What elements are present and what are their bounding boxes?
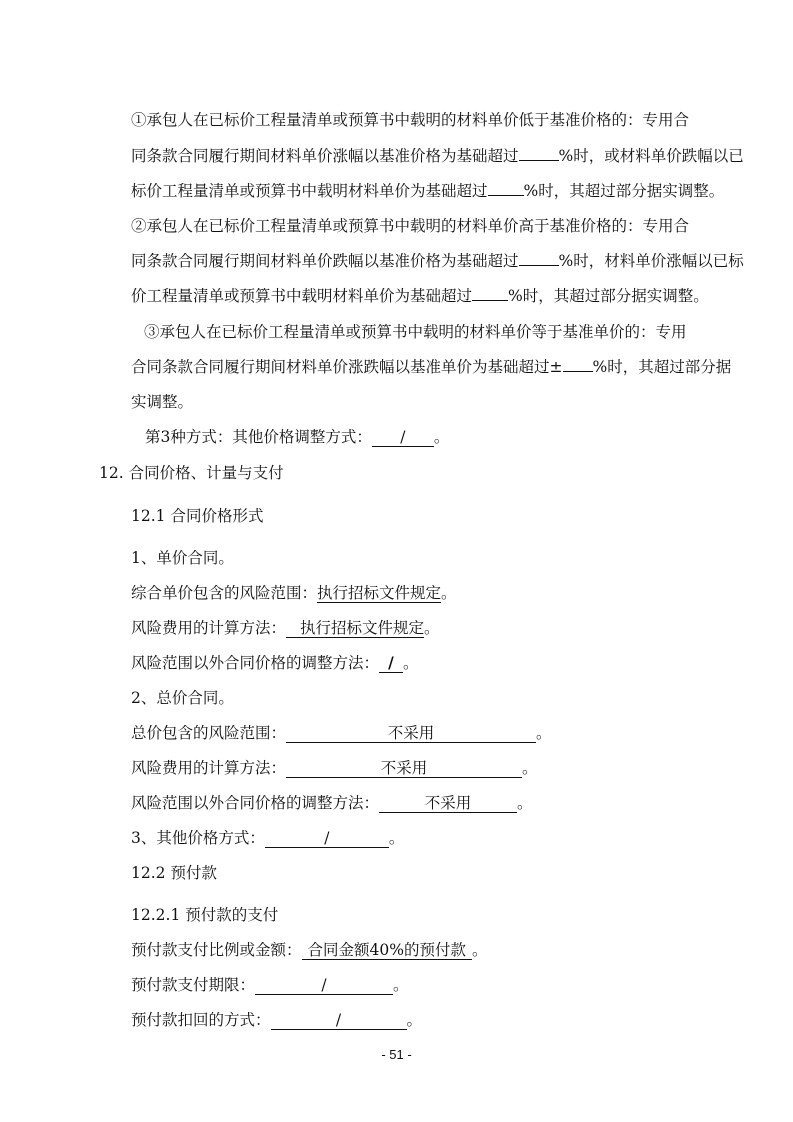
other-price-end: 。 [388,829,405,847]
lump-sum-risk-fee [131,758,538,778]
advance-ratio-value: 合同金额40%的预付款 [302,941,472,960]
method3-line [145,427,449,447]
advance-ratio-end: 。 [471,941,488,959]
page-number: - 51 - [381,1047,412,1062]
advance-ratio-label: 预付款支付比例或金额： [131,941,302,959]
advance-deduct-end: 。 [406,1011,423,1029]
unit-price-outside-label: 风险范围以外合同价格的调整方法： [131,654,380,672]
lump-sum-risk-fee-label: 风险费用的计算方法： [131,759,287,777]
unit-price-outside [131,653,419,673]
lump-sum-risk-scope-value: 不采用 [286,724,536,743]
unit-price-risk-fee-value: 执行招标文件规定 [286,619,424,638]
unit-price-outside-value: / [379,654,403,673]
lump-sum-risk-scope-label: 总价包含的风险范围： [131,724,287,742]
advance-term-value: / [255,976,393,995]
lump-sum-risk-fee-value: 不采用 [286,759,522,778]
para1-line2 [131,146,744,166]
blank-field [519,160,559,161]
method3-end: 。 [433,428,450,446]
unit-price-risk-scope [131,583,457,603]
para3-line2-text: 合同条款合同履行期间材料单价涨跌幅以基准单价为基础超过± [131,358,563,376]
blank-field [519,265,559,266]
lump-sum-outside-value: 不采用 [379,794,517,813]
para2-line2 [131,251,744,271]
blank-field [488,195,524,196]
section-12-title: 12. 合同价格、计量与支付 [99,464,284,482]
para3-line3: 实调整。 [131,393,194,411]
unit-price-heading: 1、单价合同。 [131,549,234,567]
para1-line1: ①承包人在已标价工程量清单或预算书中载明的材料单价低于基准价格的：专用合 [131,111,690,129]
para2-line1: ②承包人在已标价工程量清单或预算书中载明的材料单价高于基准价格的：专用合 [131,217,690,235]
para1-line3-text: 标价工程量清单或预算书中载明材料单价为基础超过 [131,182,488,200]
method3-label: 第3种方式：其他价格调整方式： [145,428,372,446]
advance-term-label: 预付款支付期限： [131,976,256,994]
advance-term-end: 。 [393,976,409,994]
para2-line3-text: 价工程量清单或预算书中载明材料单价为基础超过 [131,287,473,305]
lump-sum-outside-end: 。 [517,794,533,812]
blank-field [563,371,593,372]
lump-sum-outside [131,793,533,813]
lump-sum-risk-fee-end: 。 [522,759,538,777]
unit-price-risk-fee [131,618,440,638]
para1-line3-tail: %时，其超过部分据实调整。 [523,182,725,200]
para2-line2-tail: %时，材料单价涨幅以已标 [558,252,744,270]
para1-line2-tail: %时，或材料单价跌幅以已 [558,147,744,165]
para1-line3 [131,181,724,201]
para3-line2-tail: %时，其超过部分据 [592,358,732,376]
unit-price-risk-scope-value: 执行招标文件规定 [317,584,442,602]
unit-price-risk-scope-end: 。 [441,584,457,602]
lump-sum-risk-scope [131,723,552,743]
method3-value: / [372,428,434,447]
lump-sum-heading: 2、总价合同。 [131,689,234,707]
unit-price-risk-scope-label: 综合单价包含的风险范围： [131,584,318,602]
para2-line2-text: 同条款合同履行期间材料单价跌幅以基准价格为基础超过 [131,252,519,270]
advance-deduct-value: / [271,1011,407,1030]
unit-price-outside-end: 。 [403,654,419,672]
section-12-2-1-title: 12.2.1 预付款的支付 [131,906,279,924]
other-price-label: 3、其他价格方式： [131,829,265,847]
advance-deduct [131,1010,422,1030]
para2-line3 [131,286,709,306]
blank-field [472,300,508,301]
other-price-value: / [265,829,389,848]
advance-deduct-label: 预付款扣回的方式： [131,1011,271,1029]
advance-term [131,975,409,995]
para3-line2 [131,357,731,377]
para3-line1: ③承包人在已标价工程量清单或预算书中载明的材料单价等于基准单价的：专用 [144,323,687,341]
unit-price-risk-fee-end: 。 [424,619,440,637]
para2-line3-tail: %时，其超过部分据实调整。 [508,287,709,305]
section-12-1-title: 12.1 合同价格形式 [131,507,264,525]
lump-sum-outside-label: 风险范围以外合同价格的调整方法： [131,794,380,812]
para1-line2-text: 同条款合同履行期间材料单价涨幅以基准价格为基础超过 [131,147,519,165]
unit-price-risk-fee-label: 风险费用的计算方法： [131,619,287,637]
other-price [131,828,404,848]
section-12-2-title: 12.2 预付款 [131,864,217,882]
lump-sum-risk-scope-end: 。 [536,724,552,742]
advance-ratio [131,940,487,960]
